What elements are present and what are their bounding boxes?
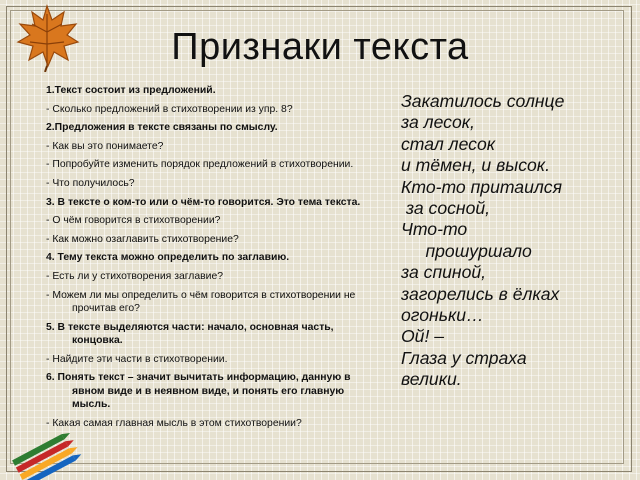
- criterion-question: - Попробуйте изменить порядок предложений в стихотворении.: [46, 159, 354, 171]
- poem-line: за лесок,: [401, 112, 475, 133]
- criterion-heading: 3. В тексте о ком-то или о чём-то говорится. Это тема текста.: [46, 196, 361, 208]
- poem-line: Глаза у страха: [401, 347, 527, 368]
- slide-title: Признаки текста: [171, 26, 469, 68]
- criterion-question: - Как вы это понимаете?: [46, 140, 164, 152]
- criteria-list: [46, 84, 364, 435]
- criterion-heading: 2.Предложения в тексте связаны по смыслу.: [46, 122, 278, 134]
- criterion-question: - Можем ли мы определить о чём говорится в стихотворении не прочитав его?: [46, 289, 356, 314]
- poem-line: за спиной,: [401, 262, 487, 283]
- criterion-question: - Какая самая главная мысль в этом стихотворении?: [46, 417, 302, 429]
- poem-text: [401, 91, 631, 391]
- crayons-icon: [6, 426, 86, 480]
- poem-line: прошуршало: [401, 240, 532, 261]
- criterion-question: - Что получилось?: [46, 177, 135, 189]
- criterion-question: - О чём говорится в стихотворении?: [46, 215, 221, 227]
- poem-line: огоньки…: [401, 305, 484, 326]
- poem-line: и тёмен, и высок.: [401, 155, 550, 176]
- criterion-question: - Есть ли у стихотворения заглавие?: [46, 270, 224, 282]
- poem-line: Закатилось солнце: [401, 91, 565, 111]
- poem-line: велики.: [401, 369, 462, 390]
- criterion-heading: 4. Тему текста можно определить по заглавию.: [46, 252, 290, 264]
- criterion-question: - Сколько предложений в стихотворении из упр. 8?: [46, 103, 293, 115]
- criterion-question: - Как можно озаглавить стихотворение?: [46, 233, 239, 245]
- poem-line: загорелись в ёлках: [401, 283, 560, 304]
- poem-line: стал лесок: [401, 133, 496, 154]
- criterion-heading: 5. В тексте выделяются части: начало, основная часть, концовка.: [46, 321, 334, 346]
- poem-line: за сосной,: [401, 198, 491, 219]
- poem-line: Что-то: [401, 219, 468, 240]
- criterion-heading: 1.Текст состоит из предложений.: [46, 85, 216, 96]
- criterion-heading: 6. Понять текст – значит вычитать информацию, данную в явном виде и в неявном виде, и понять его главную мысль.: [46, 372, 351, 410]
- criterion-question: - Найдите эти части в стихотворении.: [46, 353, 228, 365]
- poem-line: Ой! –: [401, 326, 445, 347]
- poem-line: Кто-то притаился: [401, 176, 562, 197]
